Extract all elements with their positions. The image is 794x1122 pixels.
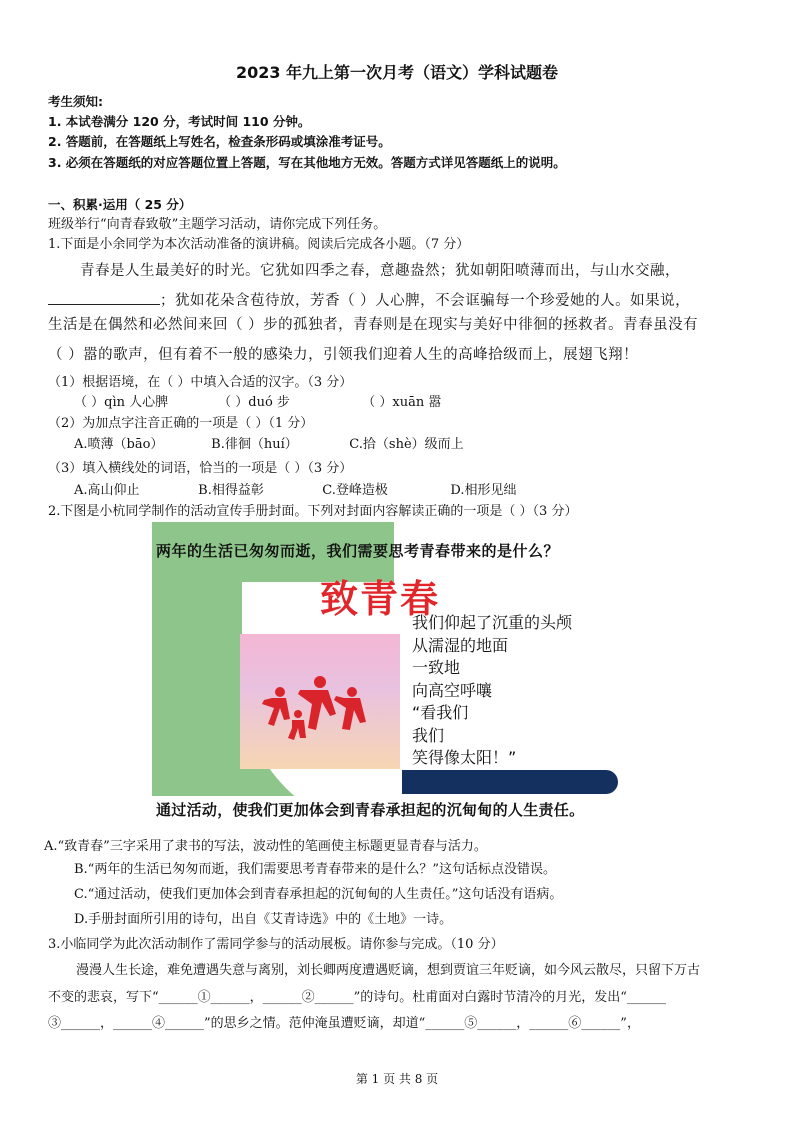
poster-title: 致青春 <box>320 576 441 621</box>
option: C.登峰造极 <box>322 483 388 498</box>
poem-line: 我们 <box>412 725 445 745</box>
section-intro: 班级举行“向青春致敬”主题学习活动，请你完成下列任务。 <box>48 217 387 232</box>
poster-question: 两年的生活已匆匆而逝，我们需要思考青春带来的是什么？ <box>156 542 560 560</box>
option: A.喷薄（bāo） <box>74 437 164 452</box>
poem-line: 我们仰起了沉重的头颅 <box>412 613 573 632</box>
question-1-3-options <box>74 482 754 500</box>
passage-line: 青春是人生最美好的时光。它犹如四季之春，意趣盎然；犹如朝阳喷薄而出，与山水交融， <box>80 263 680 279</box>
question-3-intro: 3.小临同学为此次活动制作了需同学参与的活动展板。请你参与完成。（10 分） <box>48 937 504 952</box>
passage-text: ；犹如花朵含苞待放，芳香（ ）人心脾，不会诓骗每一个珍爱她的人。如果说， <box>160 293 691 309</box>
question-1-2-options <box>74 436 754 454</box>
notice-item: 1. 本试卷满分 120 分，考试时间 110 分钟。 <box>48 114 311 129</box>
jumping-silhouettes-icon <box>240 634 400 769</box>
question-3-text: 不变的悲哀，写下“______①______，______②______”的诗句。杜甫面对白露时节清冷的月光，发出“______ <box>48 990 666 1005</box>
option: D.相形见绌 <box>450 483 517 498</box>
brochure-cover <box>152 522 618 827</box>
question-1-1: （1）根据语境，在（ ）中填入合适的汉字。（3 分） <box>48 375 353 390</box>
jumping-people-image <box>240 634 400 769</box>
navy-bar <box>402 770 618 794</box>
passage-line: 生活是在偶然和必然间来回（ ）步的孤独者，青春则是在现实与美好中徘徊的拯救者。青春虽没有 <box>48 317 699 333</box>
option: B.徘徊（huí） <box>211 437 298 452</box>
question-2-option: C.“通过活动，使我们更加体会到青春承担起的沉甸甸的人生责任。”这句话没有语病。 <box>74 887 563 902</box>
question-2-option: B.“两年的生活已匆匆而逝，我们需要思考青春带来的是什么？”这句话标点没错误。 <box>74 862 556 877</box>
question-1-1-options <box>74 394 754 412</box>
option: （ ）qìn 人心脾 <box>74 395 169 410</box>
question-1-2: （2）为加点字注音正确的一项是（ ）（1 分） <box>48 416 314 431</box>
poem-line: 一致地 <box>412 658 461 677</box>
passage-line <box>48 292 754 310</box>
page-title: 2023 年九上第一次月考（语文）学科试题卷 <box>235 63 559 82</box>
notice-item: 3. 必须在答题纸的对应答题位置上答题，写在其他地方无效。答题方式详见答题纸上的说明。 <box>48 155 566 170</box>
page-footer: 第 1 页 共 8 页 <box>355 1072 439 1086</box>
question-3-text: ③______，______④______”的思乡之情。范仲淹虽遭贬谪，却道“______⑤______，______⑥______”， <box>48 1016 640 1031</box>
option: B.相得益彰 <box>198 483 264 498</box>
poem-line: 笑得像太阳！” <box>412 748 517 767</box>
fill-blank <box>48 292 160 305</box>
passage-line: （ ）嚣的歌声，但有着不一般的感染力，引领我们迎着人生的高峰拾级而上，展翅飞翔！ <box>48 347 639 363</box>
notice-item: 2. 答题前，在答题纸上写姓名，检查条形码或填涂准考证号。 <box>48 134 391 149</box>
poem-line: “看我们 <box>412 703 469 722</box>
option: C.拾（shè）级而上 <box>349 437 464 452</box>
question-2-option: A.“致青春”三字采用了隶书的写法，波动性的笔画使主标题更显青春与活力。 <box>44 839 487 854</box>
question-1-intro: 1.下面是小余同学为本次活动准备的演讲稿。阅读后完成各小题。（7 分） <box>48 237 470 252</box>
section-heading: 一、积累·运用（ 25 分） <box>48 197 192 212</box>
option: （ ）xuān 嚣 <box>362 395 442 410</box>
poster-poem <box>412 612 572 770</box>
question-1-3: （3）填入横线处的词语，恰当的一项是（ ）（3 分） <box>48 461 353 476</box>
poem-line: 从濡湿的地面 <box>412 635 509 655</box>
option: A.高山仰止 <box>74 483 140 498</box>
notice-heading: 考生须知: <box>48 94 103 109</box>
question-2-intro: 2.下图是小杭同学制作的活动宣传手册封面。下列对封面内容解读正确的一项是（ ）（3 分） <box>48 504 578 519</box>
option: （ ）duó 步 <box>218 395 290 410</box>
poster-bottom-line: 通过活动，使我们更加体会到青春承担起的沉甸甸的人生责任。 <box>156 801 585 819</box>
poem-line: 向高空呼嚷 <box>412 680 493 700</box>
question-2-option: D.手册封面所引用的诗句，出自《艾青诗选》中的《土地》一诗。 <box>74 912 453 927</box>
question-3-text: 漫漫人生长途，难免遭遇失意与离别，刘长卿两度遭遇贬谪，想到贾谊三年贬谪，如今风云散尽，只留下万古 <box>76 963 701 978</box>
